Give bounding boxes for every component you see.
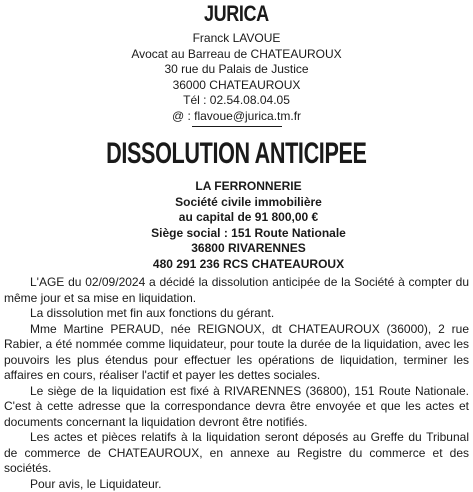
phone-line: Tél : 02.54.08.04.05 bbox=[0, 93, 473, 109]
lawyer-name: Franck LAVOUE bbox=[0, 31, 473, 47]
company-city: 36800 RIVARENNES bbox=[24, 241, 473, 257]
company-block bbox=[0, 179, 473, 272]
firm-name: JURICA bbox=[42, 1, 430, 27]
contact-block bbox=[0, 31, 473, 124]
notice-body bbox=[4, 275, 469, 492]
lawyer-title: Avocat au Barreau de CHATEAUROUX bbox=[0, 47, 473, 63]
paragraph-liquidator: Mme Martine PERAUD, née REIGNOUX, dt CHATEAUROUX (36000), 2 rue Rabier, a été nommée comme liquidateur, pour toute la durée de la liquidation, avec les pouvoirs les plus étendus pour effectuer les opérations de liquidation, terminer les affaires en cours, réaliser l'actif et payer les dettes sociales. bbox=[4, 322, 469, 384]
paragraph-decision: L'AGE du 02/09/2024 a décidé la dissolution anticipée de la Société à compter du même jour et sa mise en liquidation. bbox=[4, 275, 469, 306]
paragraph-manager: La dissolution met fin aux fonctions du gérant. bbox=[4, 306, 469, 322]
paragraph-filing: Les actes et pièces relatifs à la liquidation seront déposés au Greffe du Tribunal de commerce de CHATEAUROUX, en annexe au Registre du commerce et des sociétés. bbox=[4, 430, 469, 477]
divider bbox=[192, 126, 282, 127]
company-name: LA FERRONNERIE bbox=[24, 179, 473, 195]
company-capital: au capital de 91 800,00 € bbox=[24, 210, 473, 226]
company-seat: Siège social : 151 Route Nationale bbox=[24, 226, 473, 242]
notice-title: DISSOLUTION ANTICIPEE bbox=[66, 137, 407, 171]
email-line: @ : flavoue@jurica.tm.fr bbox=[0, 109, 473, 125]
paragraph-seat: Le siège de la liquidation est fixé à RIVARENNES (36800), 151 Route Nationale. C'est à cette adresse que la correspondance devra être envoyée et que les actes et documents concernant la liquidation devront être notifiés. bbox=[4, 384, 469, 431]
company-registration: 480 291 236 RCS CHATEAUROUX bbox=[24, 257, 473, 273]
company-form: Société civile immobilière bbox=[24, 195, 473, 211]
postal-city: 36000 CHATEAUROUX bbox=[0, 78, 473, 94]
street-address: 30 rue du Palais de Justice bbox=[0, 62, 473, 78]
paragraph-signature: Pour avis, le Liquidateur. bbox=[4, 477, 469, 492]
